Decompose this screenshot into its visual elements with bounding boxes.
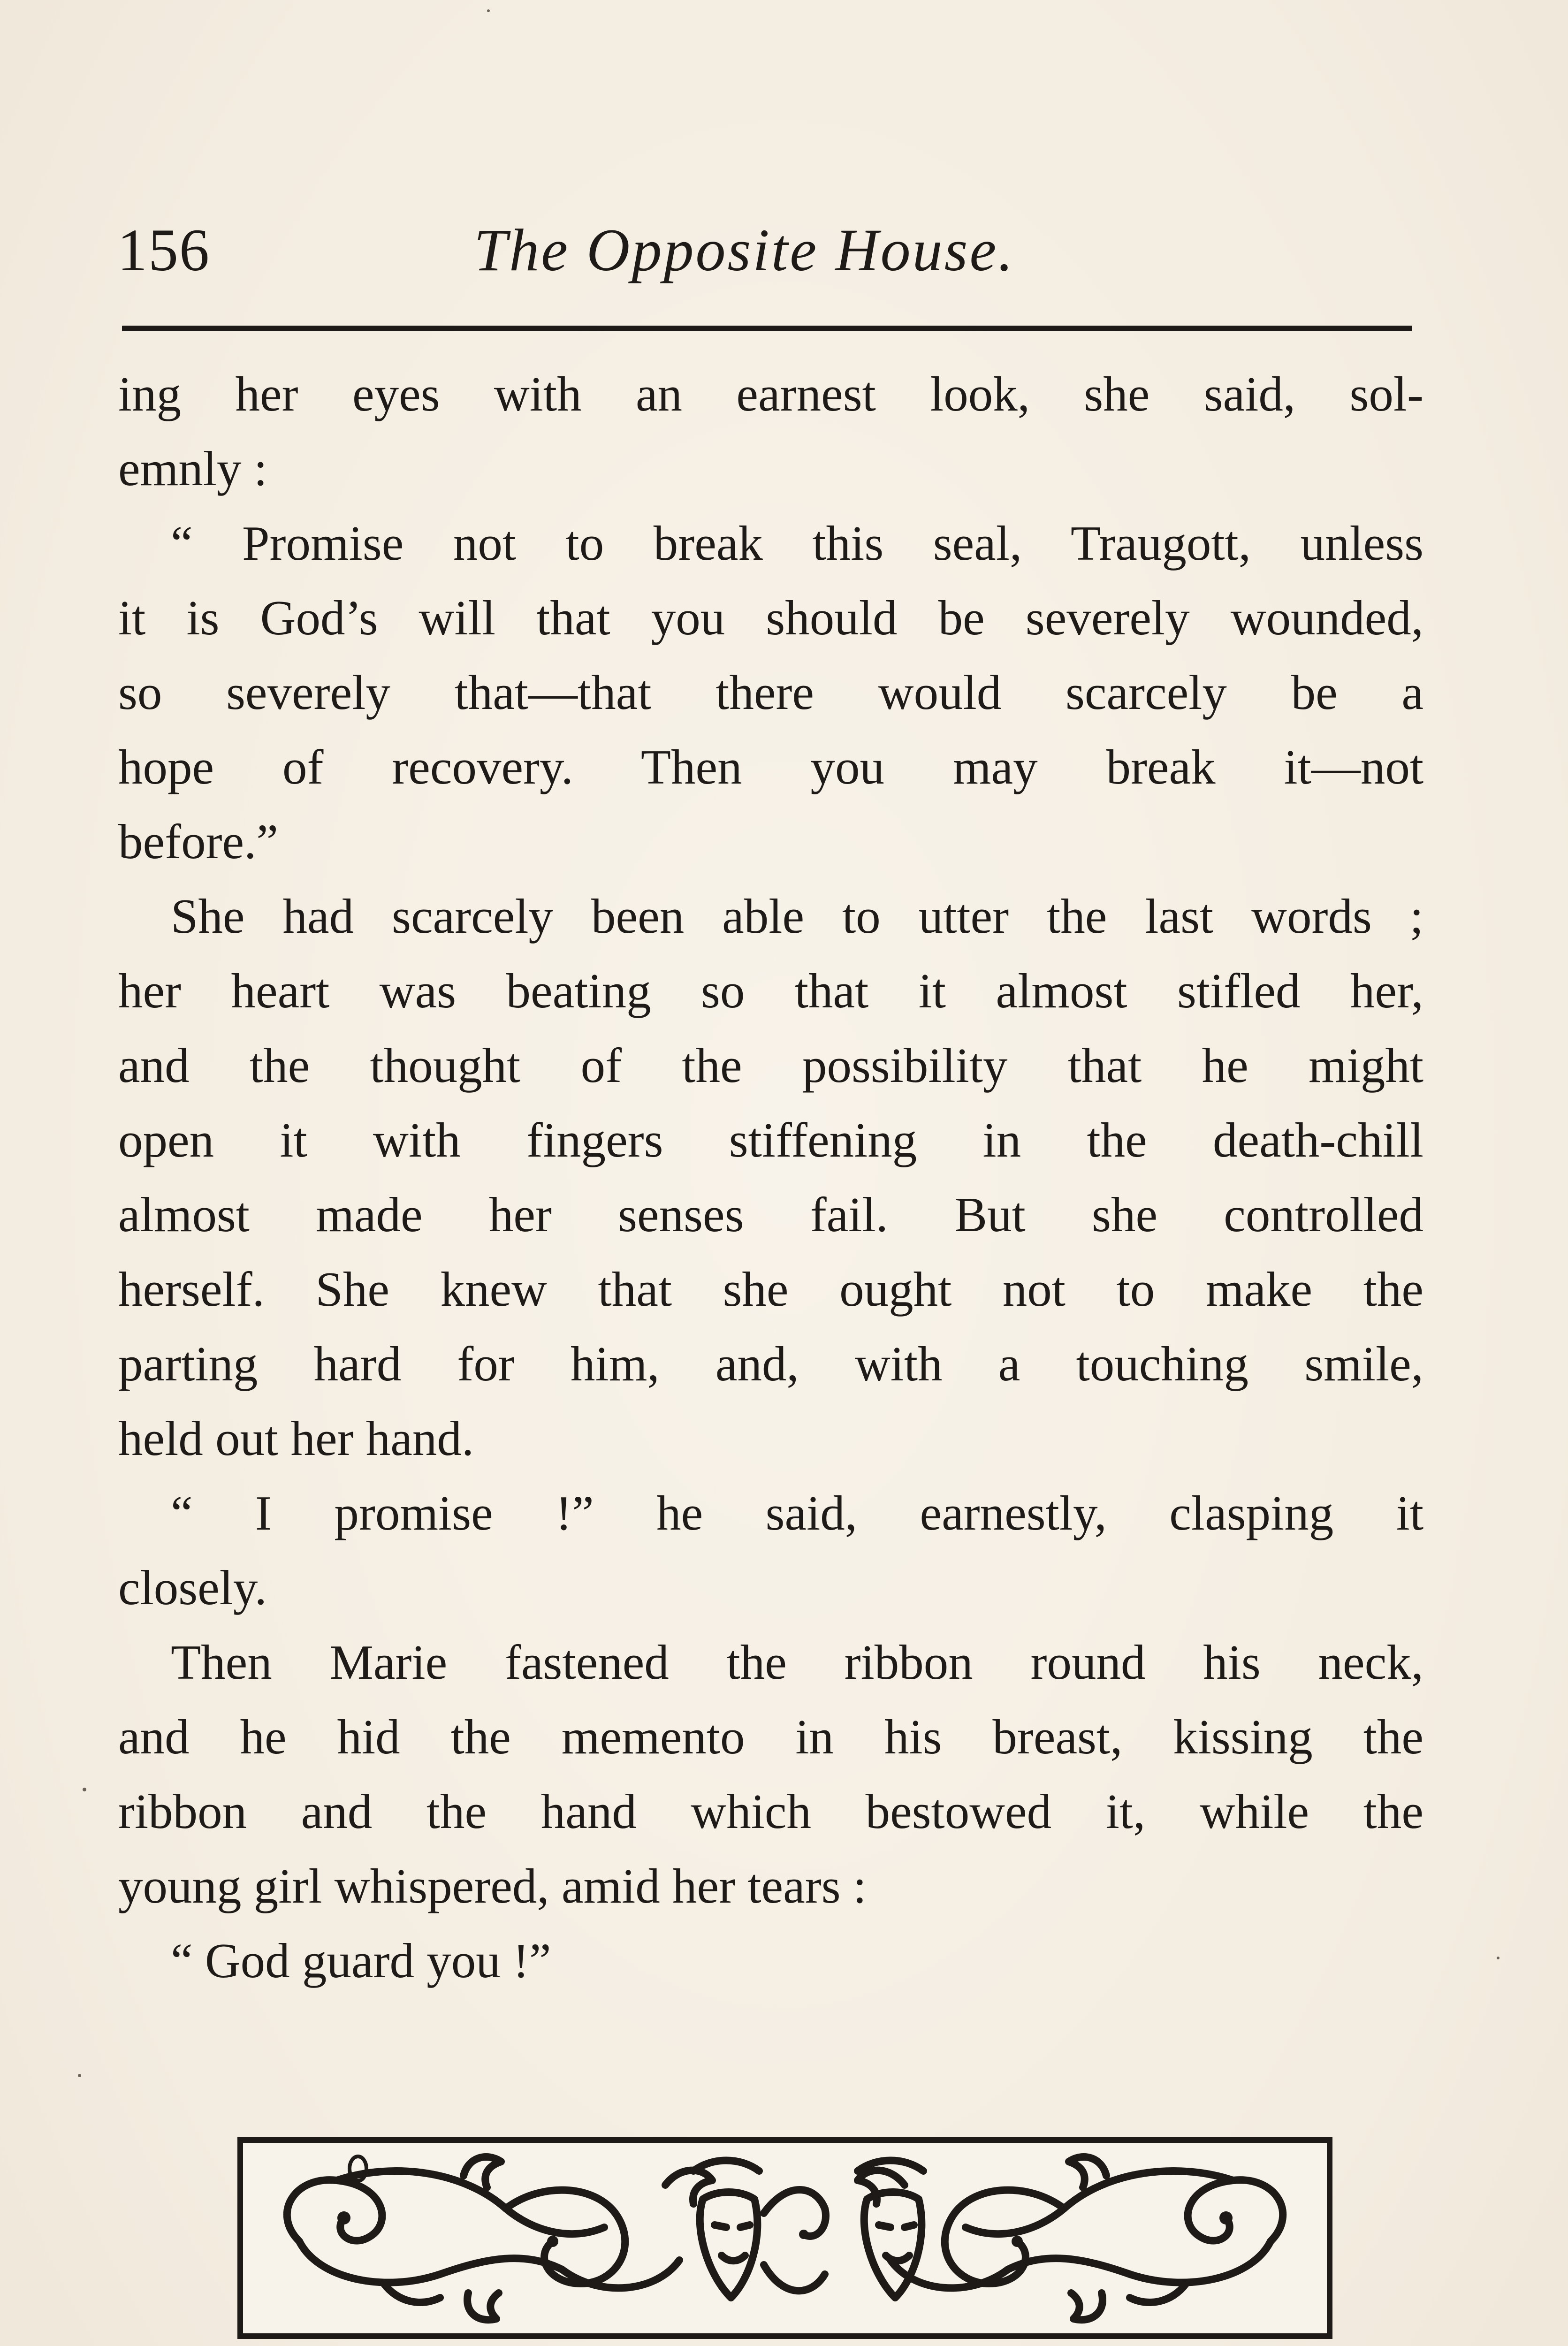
text-line: closely. [118, 1560, 267, 1615]
running-head [117, 206, 1422, 282]
text-line: She had scarcely been able to utter the last words ; [171, 889, 1423, 944]
text-line: held out her hand. [118, 1411, 474, 1466]
text-line: hope of recovery. Then you may break it—not [118, 739, 1423, 794]
text-line: young girl whispered, amid her tears : [118, 1859, 867, 1913]
text-line: and he hid the memento in his breast, kissing the [118, 1709, 1423, 1764]
tailpiece-ornament [237, 2137, 1332, 2339]
text-line: “ I promise !” he said, earnestly, clasping it [171, 1485, 1423, 1540]
text-line: her heart was beating so that it almost stifled her, [118, 963, 1423, 1018]
text-line: emnly : [118, 441, 267, 496]
text-line: herself. She knew that she ought not to make the [118, 1262, 1423, 1317]
page-number: 156 [117, 217, 210, 283]
text-line: and the thought of the possibility that he might [118, 1038, 1423, 1093]
text-line: Then Marie fastened the ribbon round his neck, [171, 1635, 1423, 1690]
text-line: before.” [118, 814, 278, 869]
running-title: The Opposite House. [474, 217, 1015, 283]
text-line: “ God guard you !” [171, 1933, 551, 1988]
text-line: ing her eyes with an earnest look, she said, sol- [118, 366, 1423, 421]
body-text [118, 357, 1423, 1998]
text-line: ribbon and the hand which bestowed it, while the [118, 1784, 1423, 1839]
text-line: almost made her senses fail. But she controlled [118, 1187, 1423, 1242]
text-line: parting hard for him, and, with a touching smile, [118, 1336, 1423, 1391]
text-line: it is God’s will that you should be severely wounded, [118, 590, 1423, 645]
text-line: “ Promise not to break this seal, Traugott, unless [171, 516, 1423, 571]
text-line: open it with fingers stiffening in the death-chill [118, 1112, 1423, 1167]
text-line: so severely that—that there would scarcely be a [118, 665, 1423, 720]
foliate-scroll-ornament-icon [243, 2143, 1327, 2333]
header-rule [122, 326, 1412, 331]
